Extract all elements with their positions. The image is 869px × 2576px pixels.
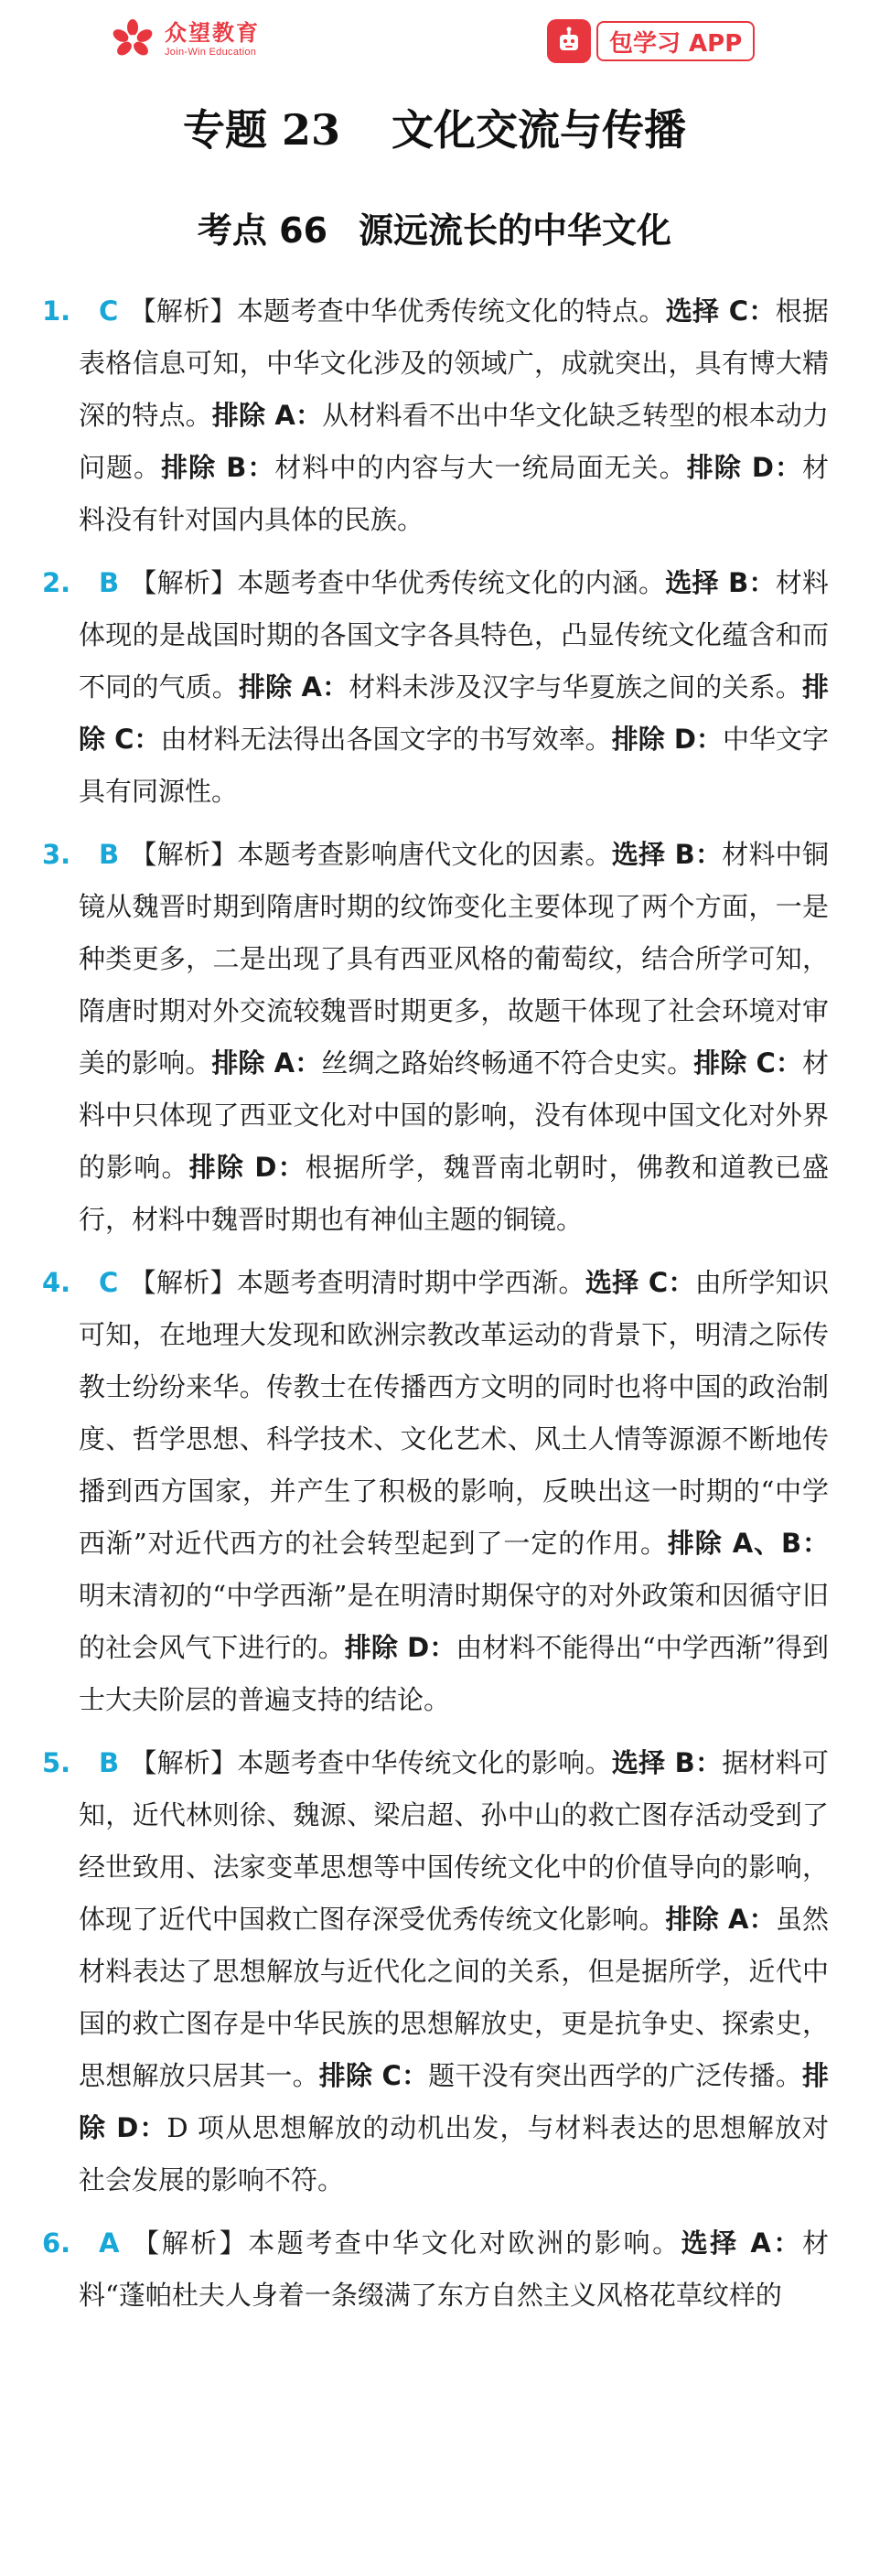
analysis-text: 由材料无法得出各国文字的书写效率。: [160, 724, 612, 755]
analysis-text: 由材料不能得出“中学西渐”得到士大夫阶层的普遍支持的结论。: [79, 1632, 829, 1715]
answer-item: [42, 2217, 829, 2322]
analysis-text: 本题考查中华优秀传统文化的特点。: [236, 295, 666, 327]
analysis-text: 材料未涉及汉字与华夏族之间的关系。: [349, 671, 802, 703]
answer-choice: C: [99, 1267, 119, 1298]
answer-item: [42, 1737, 829, 2206]
subtitle-name: 源远流长的中华文化: [359, 210, 672, 251]
answer-choice: B: [99, 567, 120, 598]
analysis-text: 虽然材料表达了思想解放与近代化之间的关系，但是据所学，近代中国的救亡图存是中华民族的思想解放史，更是抗争史、探索史，思想解放只居其一。: [79, 1904, 829, 2091]
answer-list: [42, 285, 829, 2333]
answer-number: 4.: [42, 1267, 71, 1298]
analysis-text: 丝绸之路始终畅通不符合史实。: [321, 1047, 694, 1079]
option-verdict: 排除 B：: [161, 452, 275, 483]
option-verdict: 排除 D：: [344, 1632, 456, 1663]
option-verdict: 选择 C：: [585, 1267, 695, 1298]
brand-name-en: Join-Win Education: [165, 47, 257, 58]
option-verdict: 排除 C：: [693, 1047, 802, 1079]
option-verdict: 排除 A：: [211, 400, 323, 431]
section-subtitle: [0, 207, 869, 254]
analysis-text: 由所学知识可知，在地理大发现和欧洲宗教改革运动的背景下，明清之际传教士纷纷来华。传教士在传播西方文明的同时也将中国的政治制度、哲学思想、科学技术、文化艺术、风土人情等源源不断地传播到西方国家，并产生了积极的影响，反映出这一时期的“中学西渐”对近代西方的社会转型起到了一定的作用。: [79, 1267, 829, 1559]
option-verdict: 选择 C：: [665, 295, 776, 327]
answer-number: 6.: [42, 2227, 71, 2259]
brand-logo: [110, 18, 260, 60]
title-name: 文化交流与传播: [392, 105, 687, 155]
analysis-text: 本题考查中华优秀传统文化的内涵。: [237, 567, 666, 598]
option-verdict: 选择 B：: [611, 839, 723, 870]
option-verdict: 排除 C：: [318, 2060, 429, 2091]
analysis-text: 据材料可知，近代林则徐、魏源、梁启超、孙中山的救亡图存活动受到了经世致用、法家变革思想等中国传统文化中的价值导向的影响，体现了近代中国救亡图存深受优秀传统文化影响。: [79, 1747, 829, 1935]
analysis-text: 根据表格信息可知，中华文化涉及的领域广，成就突出，具有博大精深的特点。: [79, 295, 829, 431]
app-label: 包学习 APP: [596, 21, 755, 61]
answer-choice: A: [99, 2227, 120, 2259]
answer-number: 1.: [42, 295, 71, 327]
option-verdict: 选择 B：: [611, 1747, 723, 1778]
option-verdict: 选择 B：: [665, 567, 776, 598]
analysis-text: 本题考查影响唐代文化的因素。: [237, 839, 612, 870]
brand-name-cn: 众望教育: [165, 20, 260, 46]
analysis-label: 【解析】: [130, 839, 238, 870]
option-verdict: 排除 C：: [79, 671, 829, 755]
analysis-label: 【解析】: [130, 1747, 238, 1778]
analysis-label: 【解析】: [130, 2227, 249, 2259]
analysis-label: 【解析】: [129, 1267, 237, 1298]
option-verdict: 排除 D：: [188, 1152, 306, 1183]
answer-item: [42, 285, 829, 546]
answer-choice: B: [99, 1747, 120, 1778]
option-verdict: 选择 A：: [681, 2227, 802, 2259]
analysis-text: 材料没有针对国内具体的民族。: [79, 452, 829, 535]
answer-number: 3.: [42, 839, 71, 870]
analysis-label: 【解析】: [129, 295, 237, 327]
analysis-text: D 项从思想解放的动机出发，与材料表达的思想解放对社会发展的影响不符。: [79, 2112, 829, 2195]
option-verdict: 排除 A：: [238, 671, 349, 703]
analysis-text: 本题考查中华传统文化的影响。: [237, 1747, 612, 1778]
analysis-text: 题干没有突出西学的广泛传播。: [428, 2060, 802, 2091]
flower-logo-icon: [110, 18, 156, 60]
subtitle-point: 考点 66: [197, 210, 328, 251]
option-verdict: 排除 D：: [79, 2060, 829, 2143]
analysis-text: 从材料看不出中华文化缺乏转型的根本动力问题。: [79, 400, 829, 483]
page-title: [0, 102, 869, 157]
option-verdict: 排除 A：: [211, 1047, 322, 1079]
option-verdict: 排除 A、B：: [667, 1528, 829, 1559]
analysis-text: 中华文字具有同源性。: [79, 724, 829, 807]
app-robot-icon: [547, 19, 591, 63]
analysis-text: 本题考查明清时期中学西渐。: [236, 1267, 585, 1298]
analysis-text: 材料中只体现了西亚文化对中国的影响，没有体现中国文化对外界的影响。: [79, 1047, 829, 1183]
analysis-text: 本题考查中华文化对欧洲的影响。: [248, 2227, 681, 2259]
analysis-text: 材料“蓬帕杜夫人身着一条缀满了东方自然主义风格花草纹样的: [79, 2227, 829, 2311]
analysis-text: 明末清初的“中学西渐”是在明清时期保守的对外政策和因循守旧的社会风气下进行的。: [79, 1580, 829, 1663]
answer-item: [42, 829, 829, 1246]
answer-choice: B: [99, 839, 120, 870]
answer-number: 2.: [42, 567, 71, 598]
answer-item: [42, 1257, 829, 1726]
title-topic: 专题 23: [182, 105, 341, 155]
option-verdict: 排除 D：: [611, 724, 723, 755]
option-verdict: 排除 D：: [686, 452, 802, 483]
analysis-label: 【解析】: [130, 567, 238, 598]
answer-choice: C: [99, 295, 119, 327]
analysis-text: 根据所学，魏晋南北朝时，佛教和道教已盛行，材料中魏晋时期也有神仙主题的铜镜。: [79, 1152, 829, 1235]
analysis-text: 材料体现的是战国时期的各国文字各具特色，凸显传统文化蕴含和而不同的气质。: [79, 567, 829, 703]
answer-number: 5.: [42, 1747, 71, 1778]
analysis-text: 材料中铜镜从魏晋时期到隋唐时期的纹饰变化主要体现了两个方面，一是种类更多，二是出现了具有西亚风格的葡萄纹，结合所学可知，隋唐时期对外交流较魏晋时期更多，故题干体现了社会环境对审美的影响。: [79, 839, 829, 1079]
answer-item: [42, 557, 829, 818]
app-badge: [547, 18, 761, 64]
option-verdict: 排除 A：: [665, 1904, 776, 1935]
analysis-text: 材料中的内容与大一统局面无关。: [274, 452, 687, 483]
page-header: [0, 0, 869, 82]
